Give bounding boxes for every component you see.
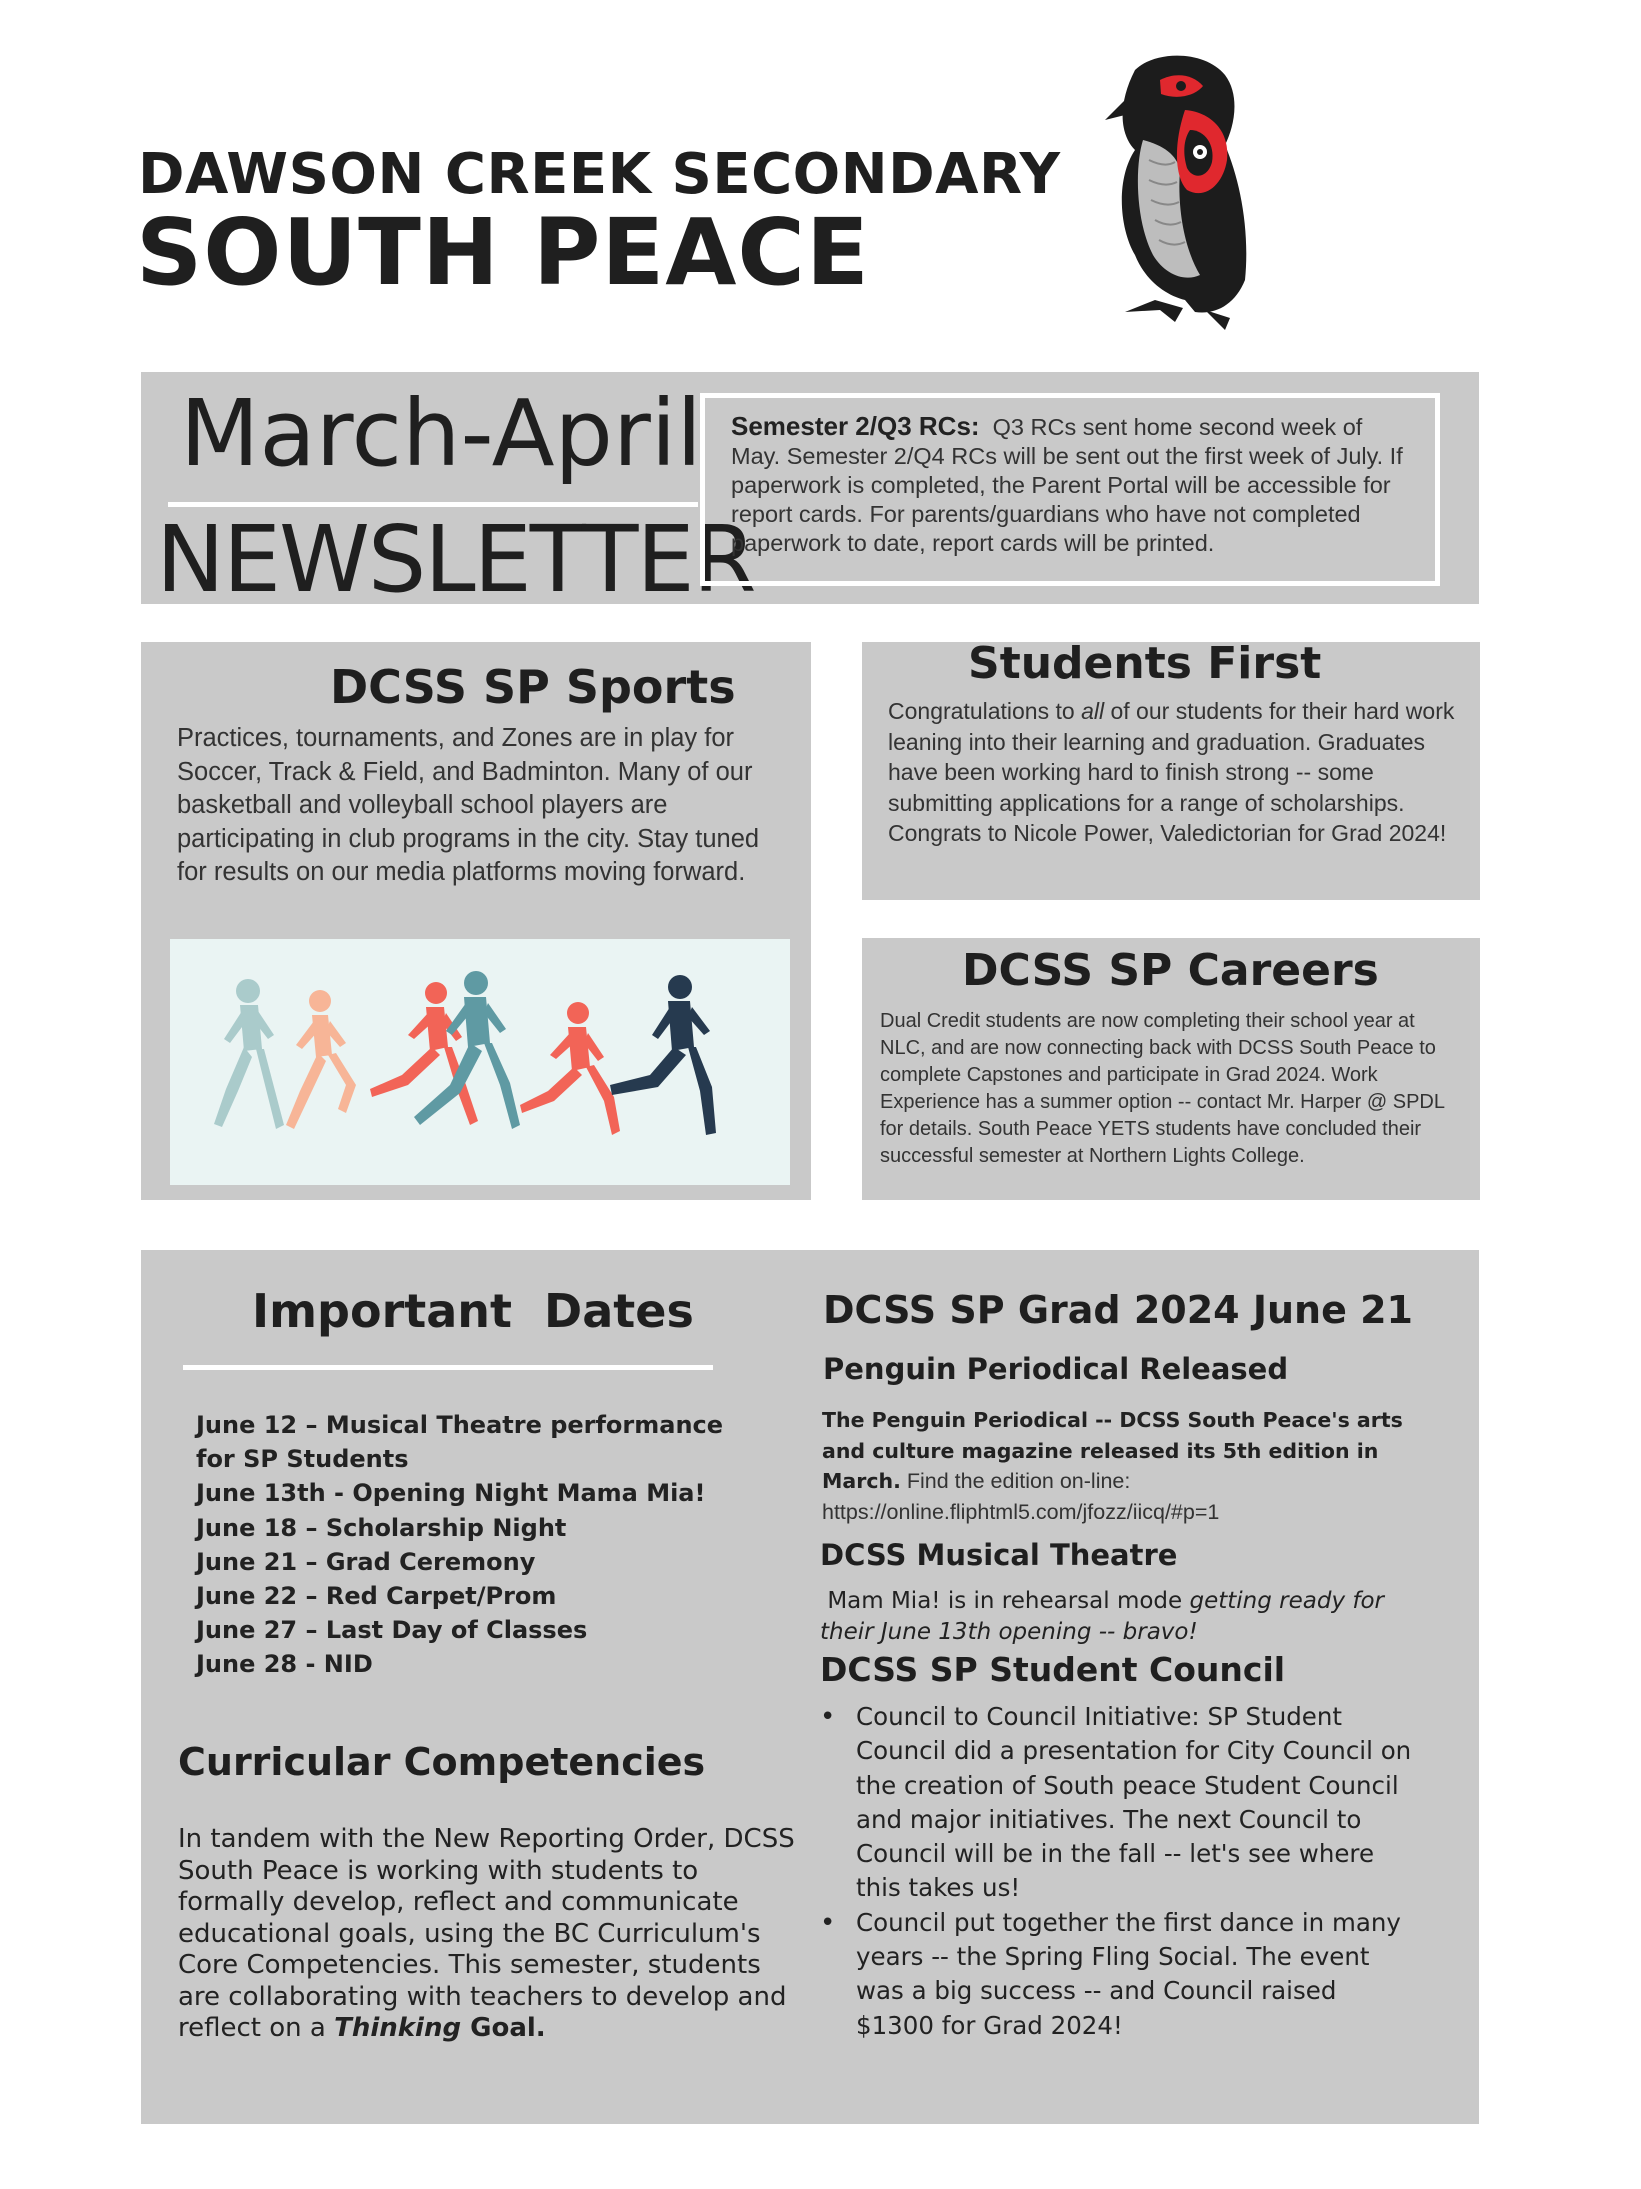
date-item: June 21 – Grad Ceremony	[196, 1547, 536, 1576]
penguin-logo-icon	[1065, 50, 1265, 340]
runner-1	[214, 979, 284, 1129]
students-first-emphasis: all	[1081, 698, 1105, 724]
careers-body: Dual Credit students are now completing their school year at NLC, and are now connecting back with DCSS South Peace to complete Capstones and participate in Grad 2024. Work Experience has a summer option -- contact Mr. Harper @ SPDL for details. South Peace YETS students have concluded their successful semester at Northern Lights College.	[880, 1010, 1445, 1167]
runner-5	[520, 1002, 620, 1135]
council-list	[820, 1700, 1420, 2043]
important-dates-divider	[183, 1365, 713, 1370]
runners-icon	[170, 939, 790, 1185]
musical-emphasis: getting ready for their June 13th opening -- bravo!	[820, 1588, 1384, 1645]
curricular-title: Curricular Competencies	[178, 1740, 706, 1784]
date-item: June 22 – Red Carpet/Prom	[196, 1582, 557, 1611]
students-first-text-a: Congratulations to	[888, 698, 1082, 724]
periodical-text: Find the edition on-line: https://online.fliphtml5.com/jfozz/iicq/#p=1	[822, 1469, 1220, 1524]
semester-notice: Semester 2/Q3 RCs: Q3 RCs sent home second week of May. Semester 2/Q4 RCs will be sent out the first week of July. If paperwork is completed, the Parent Portal will be accessible for report cards. For parents/guardians who have not completed paperwork to date, report cards will be printed.	[700, 393, 1440, 586]
newsletter-period: March-April	[180, 380, 702, 487]
grad-title: DCSS SP Grad 2024 June 21	[823, 1288, 1413, 1332]
careers-title: DCSS SP Careers	[962, 945, 1379, 996]
newsletter-title: NEWSLETTER	[156, 506, 755, 613]
council-item: • Council to Council Initiative: SP Student Council did a presentation for City Council on the creation of South peace Student Council and major initiatives. The next Council to Council will be in the fall -- let's see where this takes us!	[820, 1700, 1420, 1906]
sports-title: DCSS SP Sports	[330, 660, 736, 714]
curricular-body	[178, 1824, 798, 2045]
musical-text: Mam Mia! is in rehearsal mode	[820, 1588, 1190, 1614]
curricular-text-end: Goal.	[461, 2013, 546, 2043]
date-item: June 12 – Musical Theatre performance	[196, 1411, 724, 1439]
date-item: June 27 – Last Day of Classes	[196, 1616, 588, 1645]
curricular-text: In tandem with the New Reporting Order, DCSS South Peace is working with students to formally develop, reflect and communicate educational goals, using the BC Curriculum's Core Competencies. This semester, students are collaborating with teachers to develop and reflect on a	[178, 1824, 795, 2043]
date-item: June 18 – Scholarship Night	[196, 1513, 567, 1542]
school-name-line1: DAWSON CREEK SECONDARY	[138, 142, 1061, 207]
penguin-body	[1105, 56, 1246, 330]
periodical-strong-text: The Penguin Periodical -- DCSS South Peace's arts and culture magazine released its 5th edition in March.	[822, 1408, 1403, 1493]
students-first-body	[888, 696, 1463, 849]
runner-6	[610, 975, 716, 1135]
musical-body	[820, 1586, 1420, 1648]
council-title: DCSS SP Student Council	[820, 1650, 1286, 1689]
musical-title: DCSS Musical Theatre	[820, 1538, 1178, 1572]
date-item: June 28 - NID	[196, 1650, 373, 1679]
semester-label: Semester 2/Q3 RCs	[731, 411, 971, 441]
semester-text: Q3 RCs sent home second week of May. Semester 2/Q4 RCs will be sent out the first week of July. If paperwork is completed, the Parent Portal will be accessible for report cards. For parents/guardians who have not completed paperwork to date, report cards will be printed.	[731, 414, 1403, 556]
council-item: • Council put together the first dance in many years -- the Spring Fling Social. The event was a big success -- and Council raised $1300 for Grad 2024!	[820, 1906, 1420, 2043]
sports-body: Practices, tournaments, and Zones are in play for Soccer, Track & Field, and Badminton. Many of our basketball and volleyball school players are participating in club programs in the city. Stay tuned for results on our media platforms moving forward.	[177, 724, 760, 886]
school-name-line2: SOUTH PEACE	[136, 199, 870, 306]
periodical-title: Penguin Periodical Released	[823, 1352, 1289, 1386]
important-dates-list	[196, 1408, 723, 1682]
runners-illustration	[170, 939, 790, 1185]
date-item: for SP Students	[196, 1445, 409, 1474]
runner-2	[286, 990, 356, 1129]
students-first-text-b: of our students for their hard work leaning into their learning and graduation. Graduates have been working hard to finish strong -- some submitting applications for a range of scholarships. Congrats to Nicole Power, Valedictorian for Grad 2024!	[888, 698, 1455, 846]
students-first-title: Students First	[968, 638, 1322, 689]
important-dates-title: Important Dates	[252, 1284, 694, 1338]
date-item: June 13th - Opening Night Mama Mia!	[196, 1479, 706, 1508]
curricular-emphasis: Thinking	[334, 2013, 462, 2043]
periodical-body	[822, 1405, 1422, 1527]
runner-3	[370, 982, 478, 1125]
